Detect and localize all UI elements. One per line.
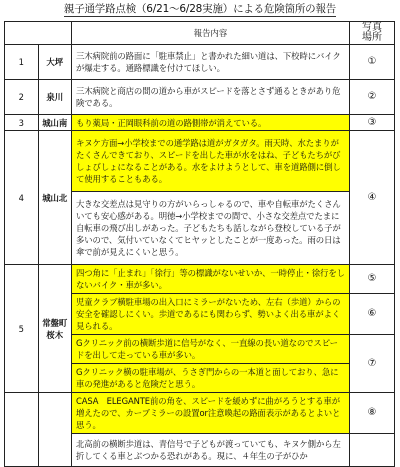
header-mark [350,22,395,45]
header-content: 報告内容 [72,22,350,45]
row-mark: ⑥ [350,294,395,335]
row-area: 大坪 [38,45,72,80]
table-row [5,115,395,131]
row-area: 常盤町桜木 [38,265,72,393]
row-content: 四つ角に「止まれ」「徐行」等の標識がないせいか、一時停止・徐行をしないバイク・車が多い。 [72,265,350,294]
page-title-text: 親子通学路点検（6/21〜6/28実施）による危険箇所の報告 [63,3,337,15]
table-row [5,131,395,192]
row-content: CASA ELEGANTE前の角を、スピードを緩めずに曲がろうとする車が増えたので、カーブミラーの設置or注意喚起の路面表示があるとよいと思う。 [72,393,350,434]
row-content: Gクリニック横の駐車場が、うさぎ門からの一本道と面しており、急に車の発進があると危険だと思う。 [72,364,350,393]
row-area: 泉川 [38,80,72,115]
row-content: 北高前の横断歩道は、青信号で子どもが渡っていても、キヌケ側から左折してくる車とぶつかる恐れがある。現に、４年生の子がひか [72,434,350,467]
row-content: 児童クラブ横駐車場の出入口にミラーがないため、左右（歩道）からの安全を確認しにくい。歩道であるにも関わらず、勢いよく出る車がよく見られる。 [72,294,350,335]
row-mark: ③ [350,115,395,131]
page-title [0,2,400,16]
row-number: 1 [5,45,39,80]
row-area: 城山南 [38,115,72,131]
row-number: 5 [5,265,39,393]
report-table [4,21,395,467]
row-number [5,393,39,467]
row-mark: ⑧ [350,393,395,434]
row-area [38,393,72,467]
row-content: 大きな交差点は見守りの方がいらっしゃるので、車や自転車がたくさんいても安心感がある。明徳→小学校までの間で、小さな交差点でたまに自転車の飛び出しがあった。子どもたちも話しながら登校している子が多いので、気付いていなくてヒヤッとしたことが一度あった。雨の日は傘で前が見えにくいと思う。 [72,192,350,265]
row-content: もり薬局・正岡眼科前の道の路側帯が消えている。 [72,115,350,131]
header-no-area [5,22,72,45]
table-row [5,80,395,115]
row-mark: ⑤ [350,265,395,294]
row-number: 3 [5,115,39,131]
row-mark: ① [350,45,395,80]
row-mark: ⑦ [350,335,395,393]
table-row [5,45,395,80]
header-mark-line2: 場所 [362,32,382,43]
row-mark [350,434,395,467]
table-header-row [5,22,395,45]
table-row [5,393,395,434]
row-number: 2 [5,80,39,115]
row-mark: ② [350,80,395,115]
row-number: 4 [5,131,39,265]
row-content: 三木病院前の路面に「駐車禁止」と書かれた細い道は、下校時にバイクが爆走する。通路標識を付けてほしい。 [72,45,350,80]
row-mark: ④ [350,131,395,265]
row-area: 城山北 [38,131,72,265]
row-content: Gクリニック前の横断歩道に信号がなく、一直線の長い道なのでスピードを出して走っている車が多い。 [72,335,350,364]
header-mark-line1: 写真 [362,22,382,33]
row-content: 三木病院と商店の間の道から車がスピードを落とさず通るときがあり危険である。 [72,80,350,115]
table-row [5,265,395,294]
row-content: キヌケ方面→小学校までの通学路は道がガタガタ。雨天時、水たまりがたくさんできており、スピードを出した車が水をはね、子どもたちがびしょびしょになることがある。水をよけようとして、車を道路側に倒して使用することもある。 [72,131,350,192]
